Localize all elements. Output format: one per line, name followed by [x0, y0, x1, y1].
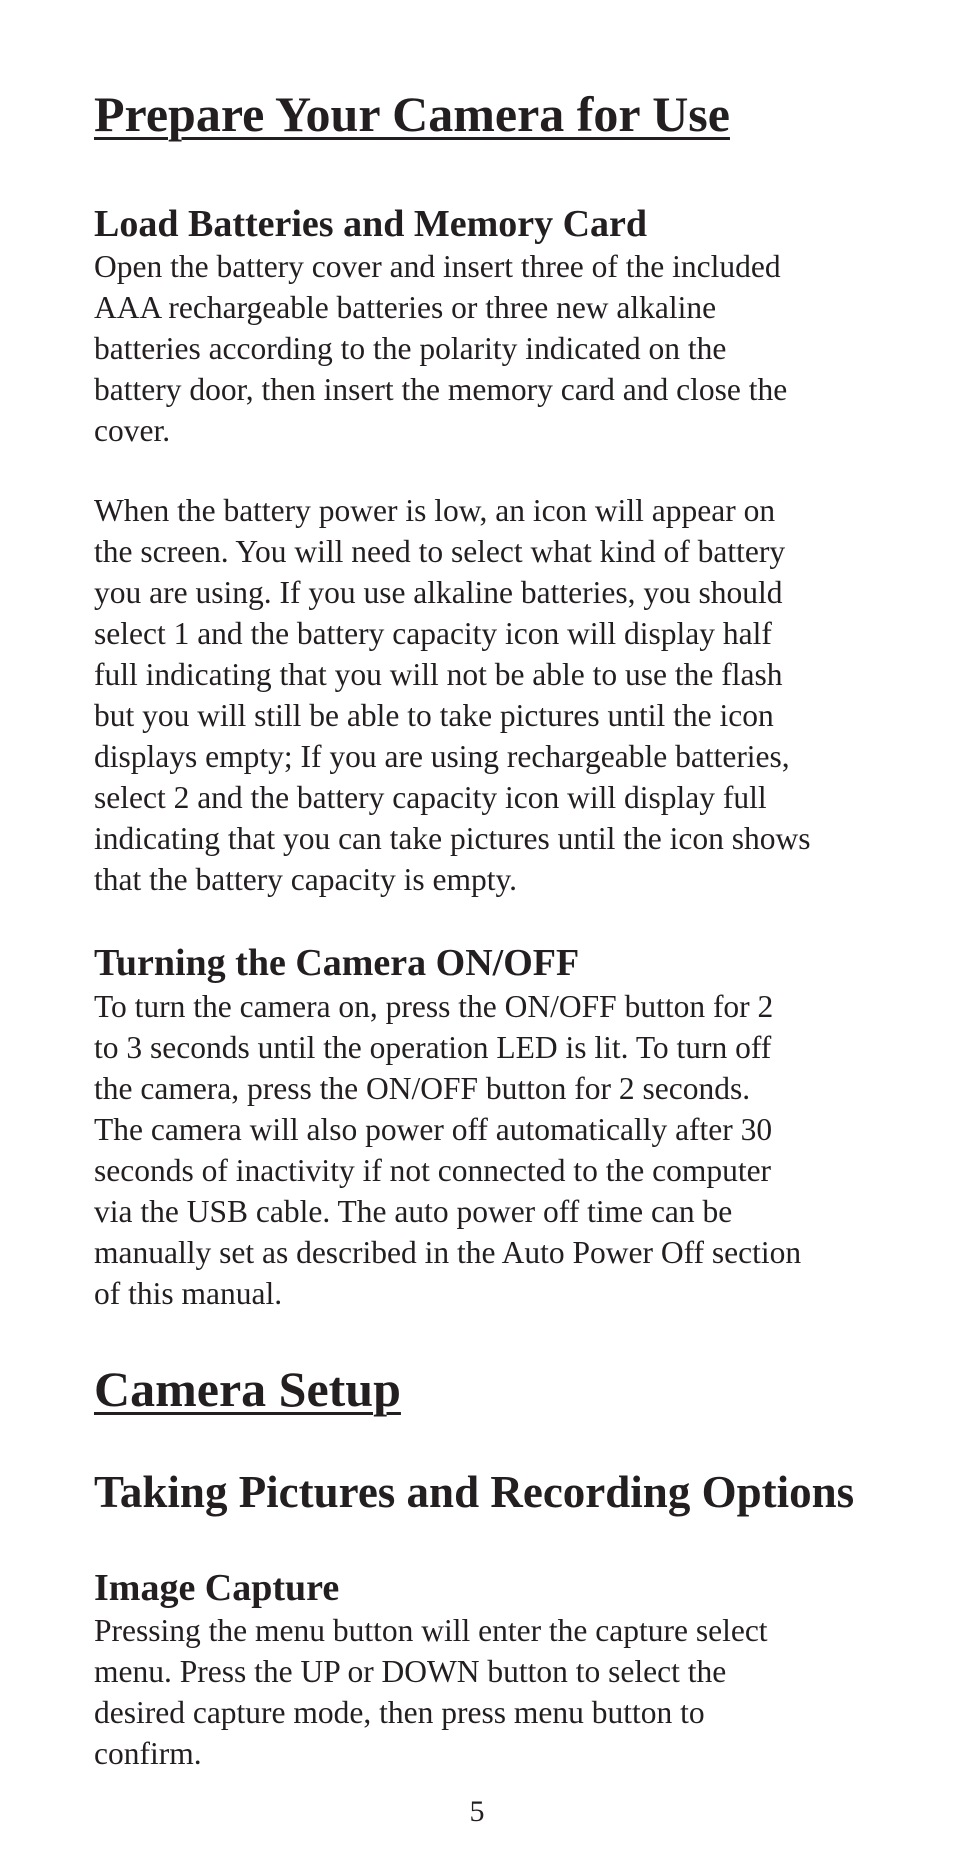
text-line: you are using. If you use alkaline batteries, you should: [94, 575, 783, 610]
turning-on-off-paragraph: [94, 986, 884, 1314]
prepare-camera-title: Prepare Your Camera for Use: [94, 86, 730, 142]
load-batteries-heading: Load Batteries and Memory Card: [94, 203, 648, 245]
text-line: via the USB cable. The auto power off time can be: [94, 1194, 733, 1229]
page-number: 5: [469, 1795, 485, 1828]
text-line: The camera will also power off automatically after 30: [94, 1112, 773, 1147]
text-line: select 1 and the battery capacity icon will display half: [94, 616, 772, 651]
text-line: seconds of inactivity if not connected to the computer: [94, 1153, 772, 1188]
text-line: Pressing the menu button will enter the capture select: [94, 1613, 768, 1648]
text-line: indicating that you can take pictures until the icon shows: [94, 821, 811, 856]
text-line: full indicating that you will not be able to use the flash: [94, 657, 783, 692]
text-line: To turn the camera on, press the ON/OFF button for 2: [94, 989, 774, 1024]
text-line: When the battery power is low, an icon will appear on: [94, 493, 776, 528]
camera-setup-title: Camera Setup: [94, 1361, 401, 1417]
text-line: confirm.: [94, 1736, 202, 1771]
load-batteries-paragraph: [94, 246, 884, 451]
battery-power-paragraph: [94, 490, 884, 900]
text-line: batteries according to the polarity indicated on the: [94, 331, 727, 366]
text-line: displays empty; If you are using rechargeable batteries,: [94, 739, 790, 774]
image-capture-paragraph: [94, 1610, 884, 1774]
text-line: to 3 seconds until the operation LED is lit. To turn off: [94, 1030, 772, 1065]
taking-pictures-heading: Taking Pictures and Recording Options: [94, 1467, 855, 1517]
text-line: desired capture mode, then press menu button to: [94, 1695, 705, 1730]
text-line: manually set as described in the Auto Power Off section: [94, 1235, 802, 1270]
text-line: the camera, press the ON/OFF button for 2 seconds.: [94, 1071, 751, 1106]
text-line: AAA rechargeable batteries or three new alkaline: [94, 290, 717, 325]
text-line: cover.: [94, 413, 171, 448]
text-line: battery door, then insert the memory card and close the: [94, 372, 788, 407]
text-line: menu. Press the UP or DOWN button to select the: [94, 1654, 727, 1689]
text-line: but you will still be able to take pictures until the icon: [94, 698, 774, 733]
image-capture-heading: Image Capture: [94, 1567, 340, 1609]
text-line: that the battery capacity is empty.: [94, 862, 518, 897]
text-line: Open the battery cover and insert three of the included: [94, 249, 781, 284]
text-line: of this manual.: [94, 1276, 283, 1311]
text-line: select 2 and the battery capacity icon will display full: [94, 780, 767, 815]
text-line: the screen. You will need to select what kind of battery: [94, 534, 786, 569]
turning-on-off-heading: Turning the Camera ON/OFF: [94, 942, 580, 984]
